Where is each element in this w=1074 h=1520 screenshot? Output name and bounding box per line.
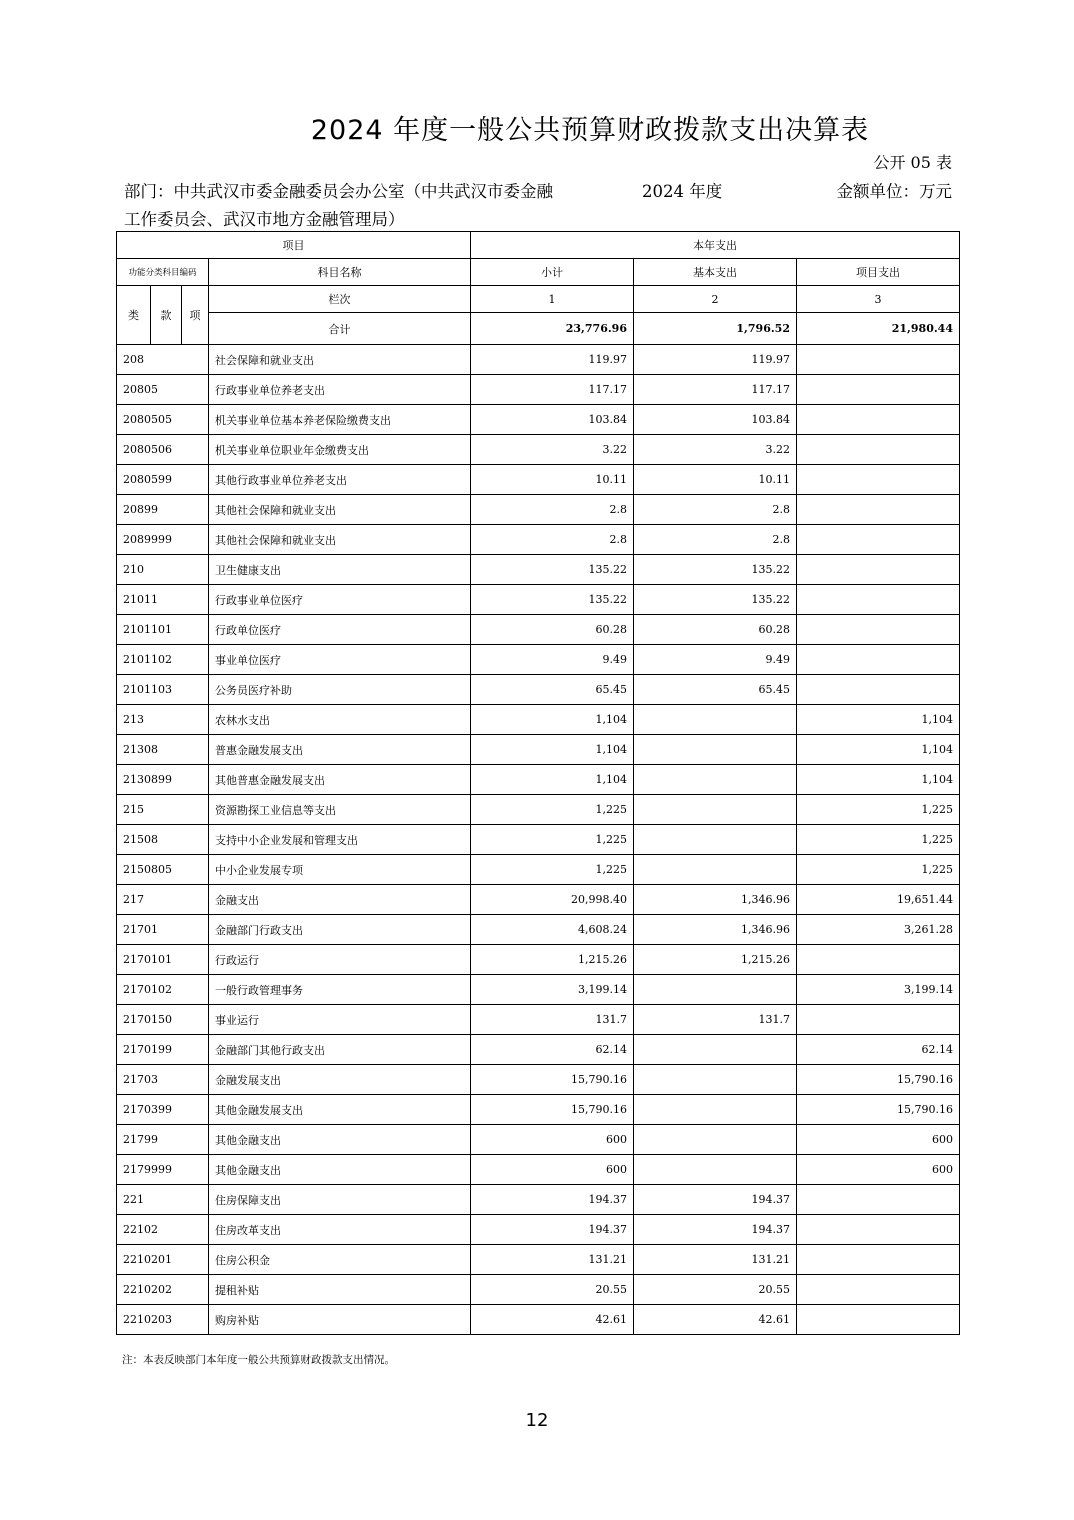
form-number: 公开 05 表 [873,153,952,172]
row-basic: 119.97 [634,345,797,375]
row-project [797,645,960,675]
row-project: 15,790.16 [797,1065,960,1095]
row-project: 19,651.44 [797,885,960,915]
row-subtotal: 194.37 [471,1185,634,1215]
row-basic [634,855,797,885]
total-label: 合计 [209,313,471,345]
row-project [797,375,960,405]
row-subtotal: 3.22 [471,435,634,465]
row-project: 15,790.16 [797,1095,960,1125]
row-code: 2080506 [117,435,209,465]
row-basic [634,975,797,1005]
row-code: 21011 [117,585,209,615]
row-subtotal: 135.22 [471,555,634,585]
row-name: 其他行政事业单位养老支出 [209,465,471,495]
row-code: 21703 [117,1065,209,1095]
row-name: 公务员医疗补助 [209,675,471,705]
row-subtotal: 2.8 [471,495,634,525]
row-subtotal: 119.97 [471,345,634,375]
row-subtotal: 10.11 [471,465,634,495]
table-row [117,585,960,615]
row-code: 210 [117,555,209,585]
table-row [117,735,960,765]
row-name: 其他金融支出 [209,1125,471,1155]
table-row [117,675,960,705]
row-code: 2170199 [117,1035,209,1065]
row-code: 2179999 [117,1155,209,1185]
row-basic: 9.49 [634,645,797,675]
table-row [117,945,960,975]
header-basic: 基本支出 [634,259,797,286]
row-code: 2101102 [117,645,209,675]
table-row [117,1275,960,1305]
row-code: 2170150 [117,1005,209,1035]
row-code: 221 [117,1185,209,1215]
row-subtotal: 117.17 [471,375,634,405]
row-code: 2210202 [117,1275,209,1305]
row-code: 2210201 [117,1245,209,1275]
row-name: 支持中小企业发展和管理支出 [209,825,471,855]
row-subtotal: 194.37 [471,1215,634,1245]
table-row [117,435,960,465]
row-project [797,1305,960,1335]
row-name: 资源勘探工业信息等支出 [209,795,471,825]
department-label: 部门：中共武汉市委金融委员会办公室（中共武汉市委金融工作委员会、武汉市地方金融管理局） [124,182,553,229]
row-project [797,435,960,465]
row-basic: 1,215.26 [634,945,797,975]
row-project [797,1005,960,1035]
table-row [117,555,960,585]
row-project: 1,104 [797,705,960,735]
row-name: 社会保障和就业支出 [209,345,471,375]
header-name-label: 科目名称 [209,259,471,286]
row-basic: 1,346.96 [634,885,797,915]
row-code: 2150805 [117,855,209,885]
total-project: 21,980.44 [797,313,960,345]
row-project [797,1275,960,1305]
row-subtotal: 42.61 [471,1305,634,1335]
row-name: 事业单位医疗 [209,645,471,675]
row-subtotal: 62.14 [471,1035,634,1065]
table-row [117,1185,960,1215]
row-project [797,405,960,435]
row-project: 1,225 [797,855,960,885]
row-project [797,585,960,615]
row-basic: 194.37 [634,1185,797,1215]
row-code: 2089999 [117,525,209,555]
total-basic: 1,796.52 [634,313,797,345]
row-name: 其他普惠金融发展支出 [209,765,471,795]
row-basic: 42.61 [634,1305,797,1335]
row-name: 行政事业单位医疗 [209,585,471,615]
header-project-exp: 项目支出 [797,259,960,286]
row-name: 行政单位医疗 [209,615,471,645]
row-project: 1,104 [797,735,960,765]
row-project: 1,225 [797,825,960,855]
header-code-label: 功能分类科目编码 [117,259,209,286]
expenditure-table [116,231,960,1335]
header-xiang: 项 [182,286,209,345]
row-name: 事业运行 [209,1005,471,1035]
row-project [797,1245,960,1275]
year-label: 2024 年度 [642,182,723,201]
row-code: 215 [117,795,209,825]
row-name: 机关事业单位基本养老保险缴费支出 [209,405,471,435]
total-row [117,313,960,345]
table-row [117,795,960,825]
row-project: 1,104 [797,765,960,795]
total-subtotal: 23,776.96 [471,313,634,345]
row-code: 2101103 [117,675,209,705]
row-subtotal: 1,215.26 [471,945,634,975]
row-basic [634,735,797,765]
row-code: 2101101 [117,615,209,645]
row-subtotal: 135.22 [471,585,634,615]
table-row [117,1125,960,1155]
table-row [117,885,960,915]
row-code: 21701 [117,915,209,945]
row-name: 其他社会保障和就业支出 [209,495,471,525]
row-code: 22102 [117,1215,209,1245]
row-basic [634,825,797,855]
table-row [117,765,960,795]
header-col2: 2 [634,286,797,313]
table-row [117,1005,960,1035]
row-basic: 60.28 [634,615,797,645]
table-row [117,705,960,735]
row-project [797,525,960,555]
row-code: 2210203 [117,1305,209,1335]
footnote: 注：本表反映部门本年度一般公共预算财政拨款支出情况。 [122,1354,395,1366]
row-basic [634,1035,797,1065]
table-row [117,525,960,555]
row-subtotal: 1,225 [471,855,634,885]
row-code: 2170102 [117,975,209,1005]
row-subtotal: 3,199.14 [471,975,634,1005]
row-basic: 103.84 [634,405,797,435]
row-name: 农林水支出 [209,705,471,735]
row-basic [634,795,797,825]
row-code: 2130899 [117,765,209,795]
table-row [117,615,960,645]
table-row [117,345,960,375]
table-row [117,495,960,525]
row-name: 普惠金融发展支出 [209,735,471,765]
row-code: 20805 [117,375,209,405]
row-basic: 10.11 [634,465,797,495]
row-name: 住房公积金 [209,1245,471,1275]
row-subtotal: 20,998.40 [471,885,634,915]
row-project: 600 [797,1155,960,1185]
row-subtotal: 131.21 [471,1245,634,1275]
row-name: 金融支出 [209,885,471,915]
row-basic: 65.45 [634,675,797,705]
row-code: 2170101 [117,945,209,975]
row-project [797,495,960,525]
row-subtotal: 600 [471,1155,634,1185]
row-project: 3,199.14 [797,975,960,1005]
page-number: 12 [525,1410,549,1431]
row-code: 2170399 [117,1095,209,1125]
table-row [117,1035,960,1065]
row-code: 20899 [117,495,209,525]
row-subtotal: 1,104 [471,735,634,765]
row-subtotal: 1,225 [471,825,634,855]
header-current-year: 本年支出 [471,232,960,259]
row-subtotal: 65.45 [471,675,634,705]
header-lei: 类 [117,286,151,345]
header-row-2 [117,259,960,286]
row-subtotal: 15,790.16 [471,1095,634,1125]
table-row [117,1065,960,1095]
header-row-3 [117,286,960,313]
row-basic [634,1065,797,1095]
row-basic: 135.22 [634,585,797,615]
row-name: 一般行政管理事务 [209,975,471,1005]
row-name: 金融发展支出 [209,1065,471,1095]
table-row [117,855,960,885]
row-code: 2080599 [117,465,209,495]
row-basic [634,765,797,795]
row-basic: 1,346.96 [634,915,797,945]
row-basic: 131.21 [634,1245,797,1275]
row-basic: 20.55 [634,1275,797,1305]
row-name: 行政运行 [209,945,471,975]
row-name: 住房改革支出 [209,1215,471,1245]
header-col3: 3 [797,286,960,313]
table-row [117,825,960,855]
table-row [117,375,960,405]
row-subtotal: 103.84 [471,405,634,435]
row-project [797,1215,960,1245]
row-code: 21508 [117,825,209,855]
row-code: 2080505 [117,405,209,435]
row-subtotal: 600 [471,1125,634,1155]
row-subtotal: 9.49 [471,645,634,675]
row-basic: 2.8 [634,495,797,525]
row-name: 中小企业发展专项 [209,855,471,885]
table-row [117,1095,960,1125]
row-project [797,675,960,705]
row-basic: 117.17 [634,375,797,405]
table-row [117,975,960,1005]
header-kuan: 款 [151,286,182,345]
table-row [117,1305,960,1335]
row-basic [634,1155,797,1185]
row-name: 住房保障支出 [209,1185,471,1215]
row-project: 62.14 [797,1035,960,1065]
row-project [797,465,960,495]
table-row [117,405,960,435]
row-project [797,615,960,645]
page-title: 2024 年度一般公共预算财政拨款支出决算表 [310,115,870,146]
header-subtotal: 小计 [471,259,634,286]
row-project: 1,225 [797,795,960,825]
row-name: 其他社会保障和就业支出 [209,525,471,555]
header-column-label: 栏次 [209,286,471,313]
row-name: 行政事业单位养老支出 [209,375,471,405]
row-basic: 2.8 [634,525,797,555]
row-project [797,945,960,975]
row-code: 217 [117,885,209,915]
row-basic: 135.22 [634,555,797,585]
row-project [797,555,960,585]
row-name: 购房补贴 [209,1305,471,1335]
row-basic: 3.22 [634,435,797,465]
row-project: 600 [797,1125,960,1155]
row-code: 208 [117,345,209,375]
row-project [797,1185,960,1215]
row-code: 21308 [117,735,209,765]
row-subtotal: 131.7 [471,1005,634,1035]
row-subtotal: 60.28 [471,615,634,645]
row-project [797,345,960,375]
row-subtotal: 1,104 [471,765,634,795]
row-basic: 194.37 [634,1215,797,1245]
row-name: 金融部门行政支出 [209,915,471,945]
row-subtotal: 20.55 [471,1275,634,1305]
row-name: 提租补贴 [209,1275,471,1305]
row-code: 213 [117,705,209,735]
row-subtotal: 15,790.16 [471,1065,634,1095]
table-row [117,1215,960,1245]
row-name: 其他金融发展支出 [209,1095,471,1125]
table-row [117,915,960,945]
row-name: 机关事业单位职业年金缴费支出 [209,435,471,465]
row-basic [634,1125,797,1155]
row-name: 卫生健康支出 [209,555,471,585]
row-subtotal: 4,608.24 [471,915,634,945]
table-row [117,465,960,495]
row-basic: 131.7 [634,1005,797,1035]
row-code: 21799 [117,1125,209,1155]
row-name: 金融部门其他行政支出 [209,1035,471,1065]
table-row [117,1245,960,1275]
row-subtotal: 2.8 [471,525,634,555]
header-project: 项目 [117,232,471,259]
row-subtotal: 1,104 [471,705,634,735]
row-subtotal: 1,225 [471,795,634,825]
header-col1: 1 [471,286,634,313]
unit-label: 金额单位：万元 [836,182,952,201]
table-row [117,1155,960,1185]
row-name: 其他金融支出 [209,1155,471,1185]
row-basic [634,1095,797,1125]
table-row [117,645,960,675]
row-project: 3,261.28 [797,915,960,945]
header-row-1 [117,232,960,259]
row-basic [634,705,797,735]
